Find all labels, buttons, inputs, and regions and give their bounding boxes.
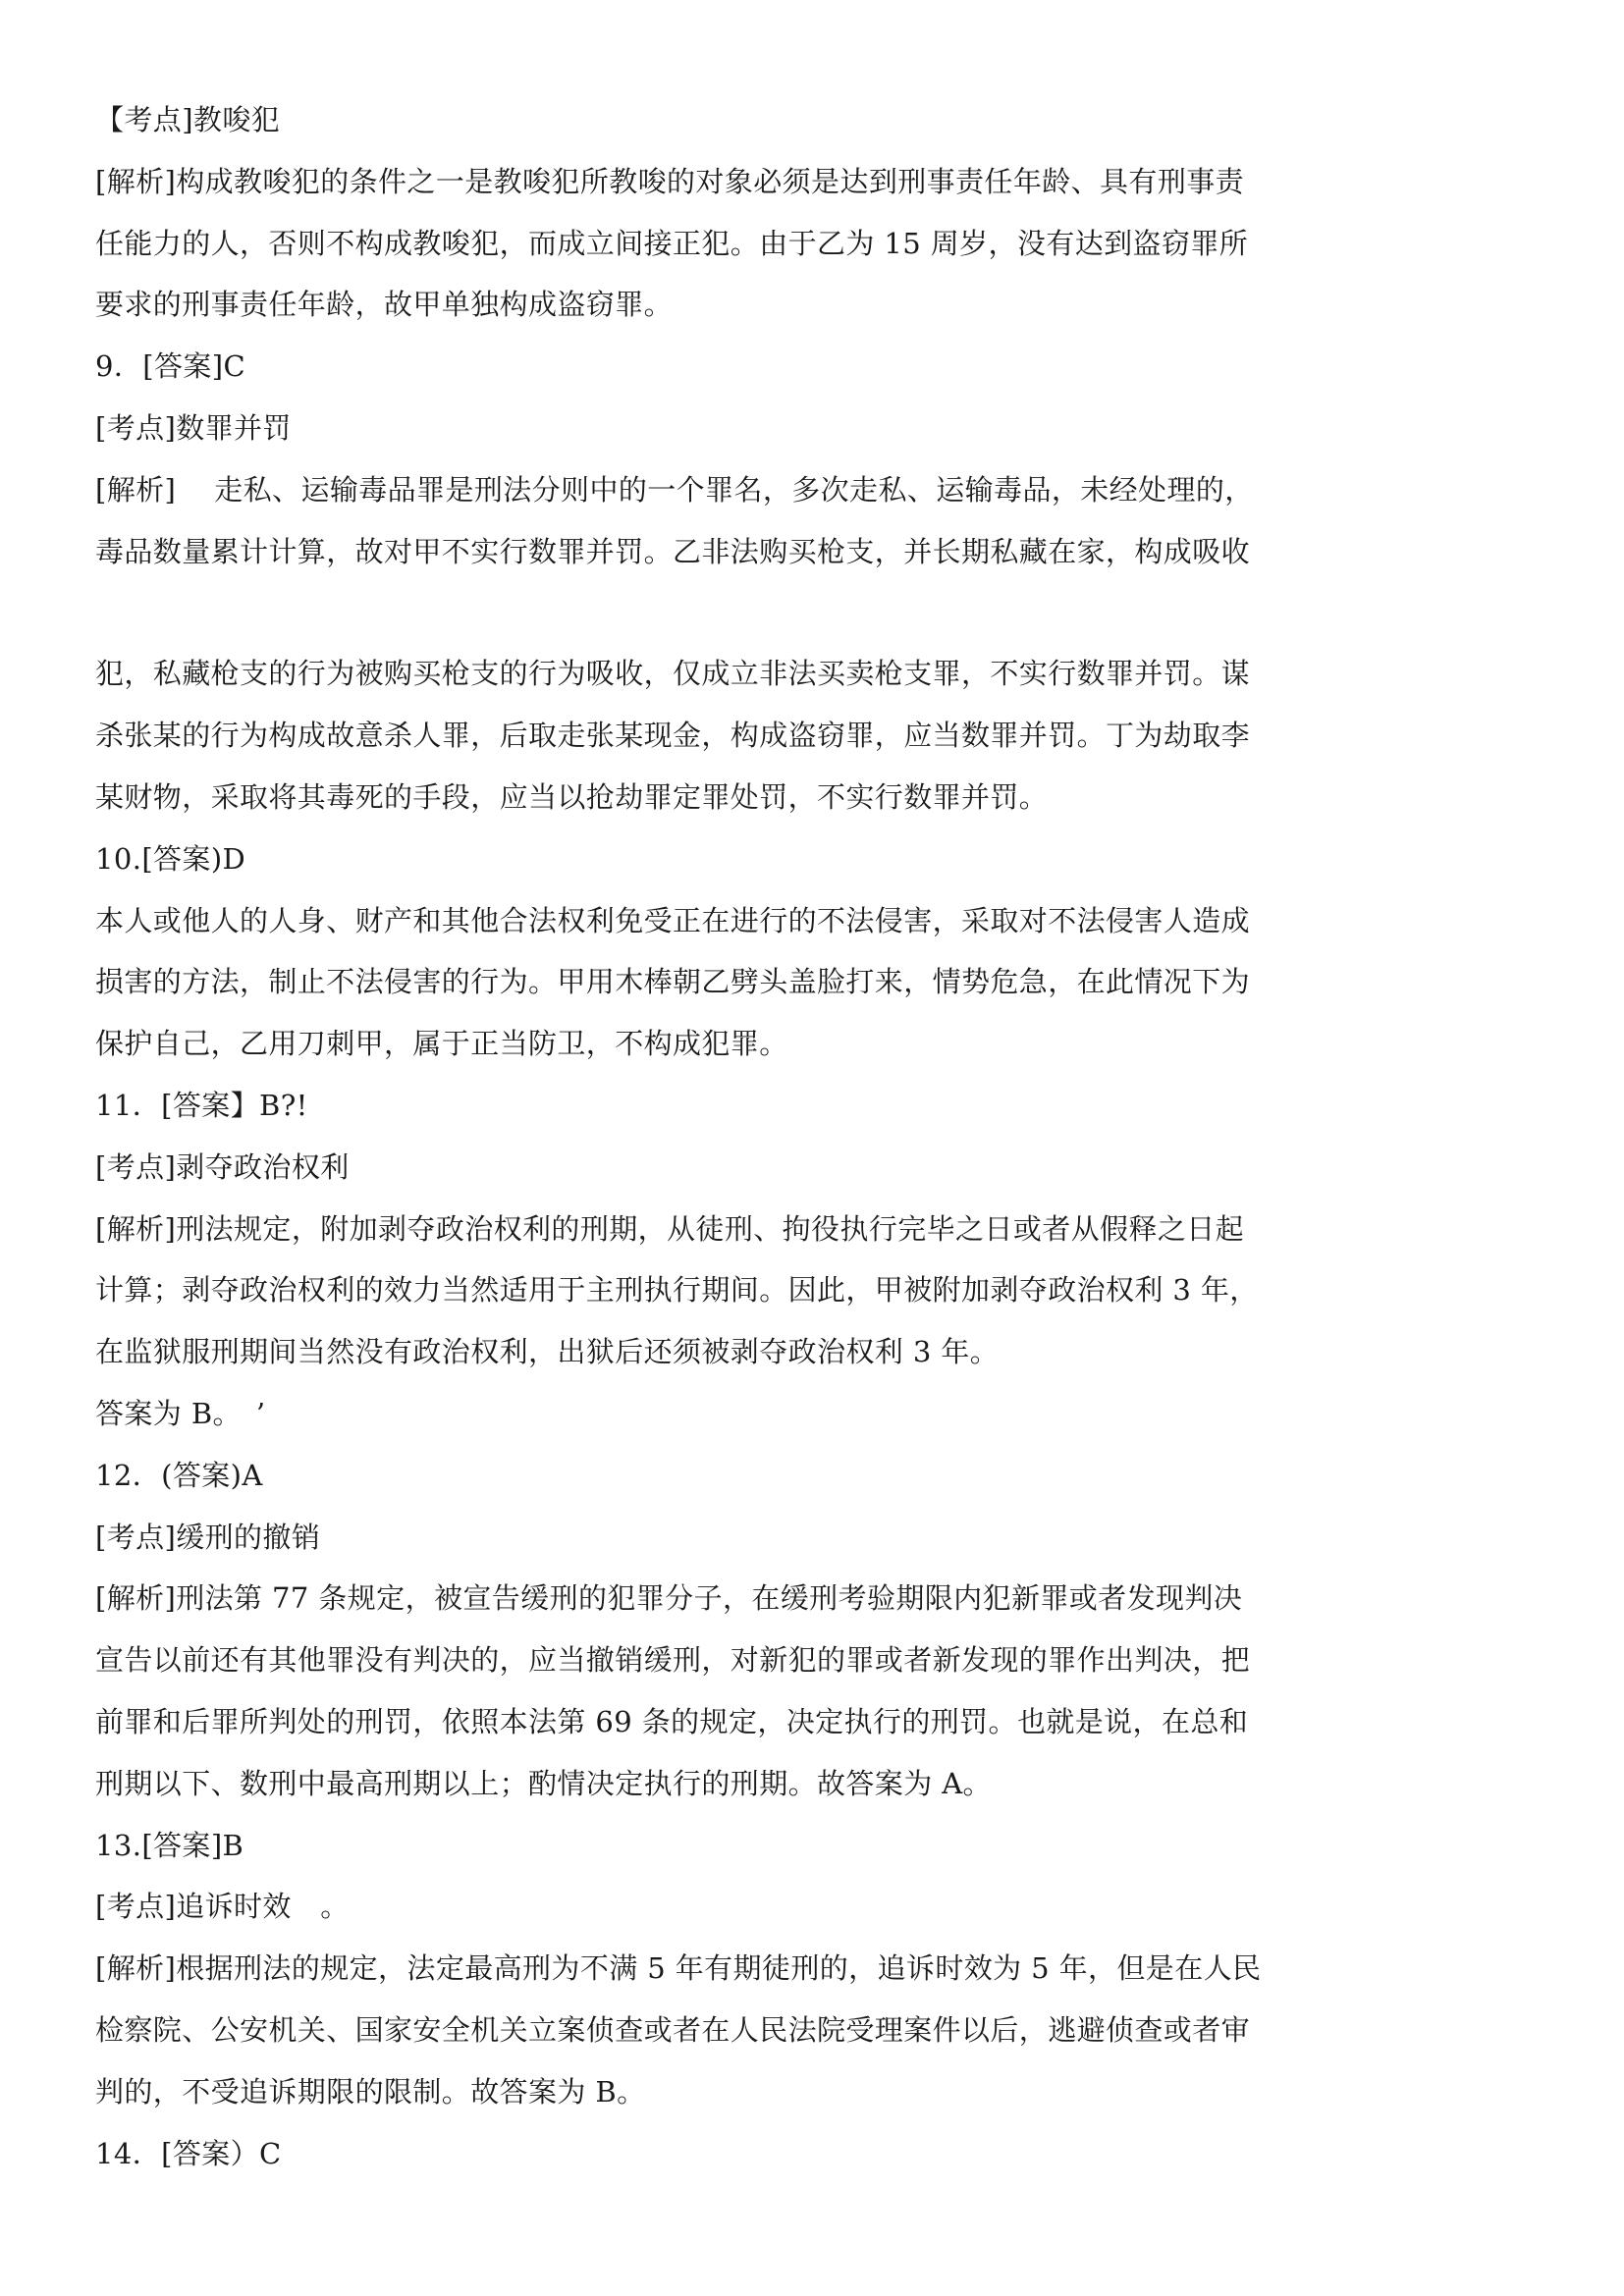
text-line: [解析]刑法规定，附加剥夺政治权利的刑期，从徒刑、拘役执行完毕之日或者从假释之日起 [95,1211,1245,1246]
text-line: 答案为 B。 ’ [95,1396,266,1430]
text-line: 宣告以前还有其他罪没有判决的，应当撤销缓刑，对新犯的罪或者新发现的罪作出判决，把 [95,1643,1251,1678]
text-line: 前罪和后罪所判处的刑罚，依照本法第 69 条的规定，决定执行的刑罚。也就是说，在总和 [95,1704,1249,1738]
text-line: 在监狱服刑期间当然没有政治权利，出狱后还须被剥夺政治权利 3 年。 [95,1335,1000,1369]
text-line: 计算；剥夺政治权利的效力当然适用于主刑执行期间。因此，甲被附加剥夺政治权利 3 年， [95,1273,1259,1308]
text-line: [解析]刑法第 77 条规定，被宣告缓刑的犯罪分子，在缓刑考验期限内犯新罪或者发现判决 [95,1581,1243,1616]
text-line: [考点]剥夺政治权利 [95,1149,350,1184]
text-line: [解析] 走私、运输毒品罪是刑法分则中的一个罪名，多次走私、运输毒品，未经处理的， [95,472,1254,507]
text-line: [解析]构成教唆犯的条件之一是教唆犯所教唆的对象必须是达到刑事责任年龄、具有刑事责 [95,164,1245,198]
text-line: 判的，不受追诉期限的限制。故答案为 B。 [95,2074,646,2109]
text-line: 11．[答案】B?! [95,1088,308,1122]
text-line: 要求的刑事责任年龄，故甲单独构成盗窃罪。 [95,288,674,322]
text-line: [考点]追诉时效 。 [95,1890,350,1924]
text-line: 【考点]教唆犯 [95,103,281,136]
text-line: [解析]根据刑法的规定，法定最高刑为不满 5 年有期徒刑的，追诉时效为 5 年，但是在人民 [95,1951,1262,1986]
document-page [95,102,1283,2197]
text-line: 犯，私藏枪支的行为被购买枪支的行为吸收，仅成立非法买卖枪支罪，不实行数罪并罚。谋 [95,657,1251,691]
paragraph-gap [95,595,1283,656]
text-line: 保护自己，乙用刀刺甲，属于正当防卫，不构成犯罪。 [95,1027,788,1061]
text-line: 刑期以下、数刑中最高刑期以上；酌情决定执行的刑期。故答案为 A。 [95,1766,992,1800]
text-line: 某财物，采取将其毒死的手段，应当以抢劫罪定罪处罚，不实行数罪并罚。 [95,779,1049,814]
text-line: [考点]缓刑的撤销 [95,1520,321,1554]
text-line: 13.[答案]B [95,1828,244,1862]
text-line: 毒品数量累计计算，故对甲不实行数罪并罚。乙非法购买枪支，并长期私藏在家，构成吸收 [95,534,1251,568]
text-line: 检察院、公安机关、国家安全机关立案侦查或者在人民法院受理案件以后，逃避侦查或者审 [95,2012,1251,2047]
text-line: 杀张某的行为构成故意杀人罪，后取走张某现金，构成盗窃罪，应当数罪并罚。丁为劫取李 [95,719,1251,753]
text-line: 损害的方法，制止不法侵害的行为。甲用木棒朝乙劈头盖脸打来，情势危急，在此情况下为 [95,965,1251,999]
text-line: 任能力的人，否则不构成教唆犯，而成立间接正犯。由于乙为 15 周岁，没有达到盗窃罪所 [95,226,1249,260]
text-line: 9．[答案]C [95,349,246,384]
text-line: 12．(答案)A [95,1458,263,1492]
text-line: 14．[答案）C [95,2136,282,2170]
text-line: [考点]数罪并罚 [95,410,292,445]
text-line: 10.[答案)D [95,841,246,876]
text-line: 本人或他人的人身、财产和其他合法权利免受正在进行的不法侵害，采取对不法侵害人造成 [95,903,1251,937]
